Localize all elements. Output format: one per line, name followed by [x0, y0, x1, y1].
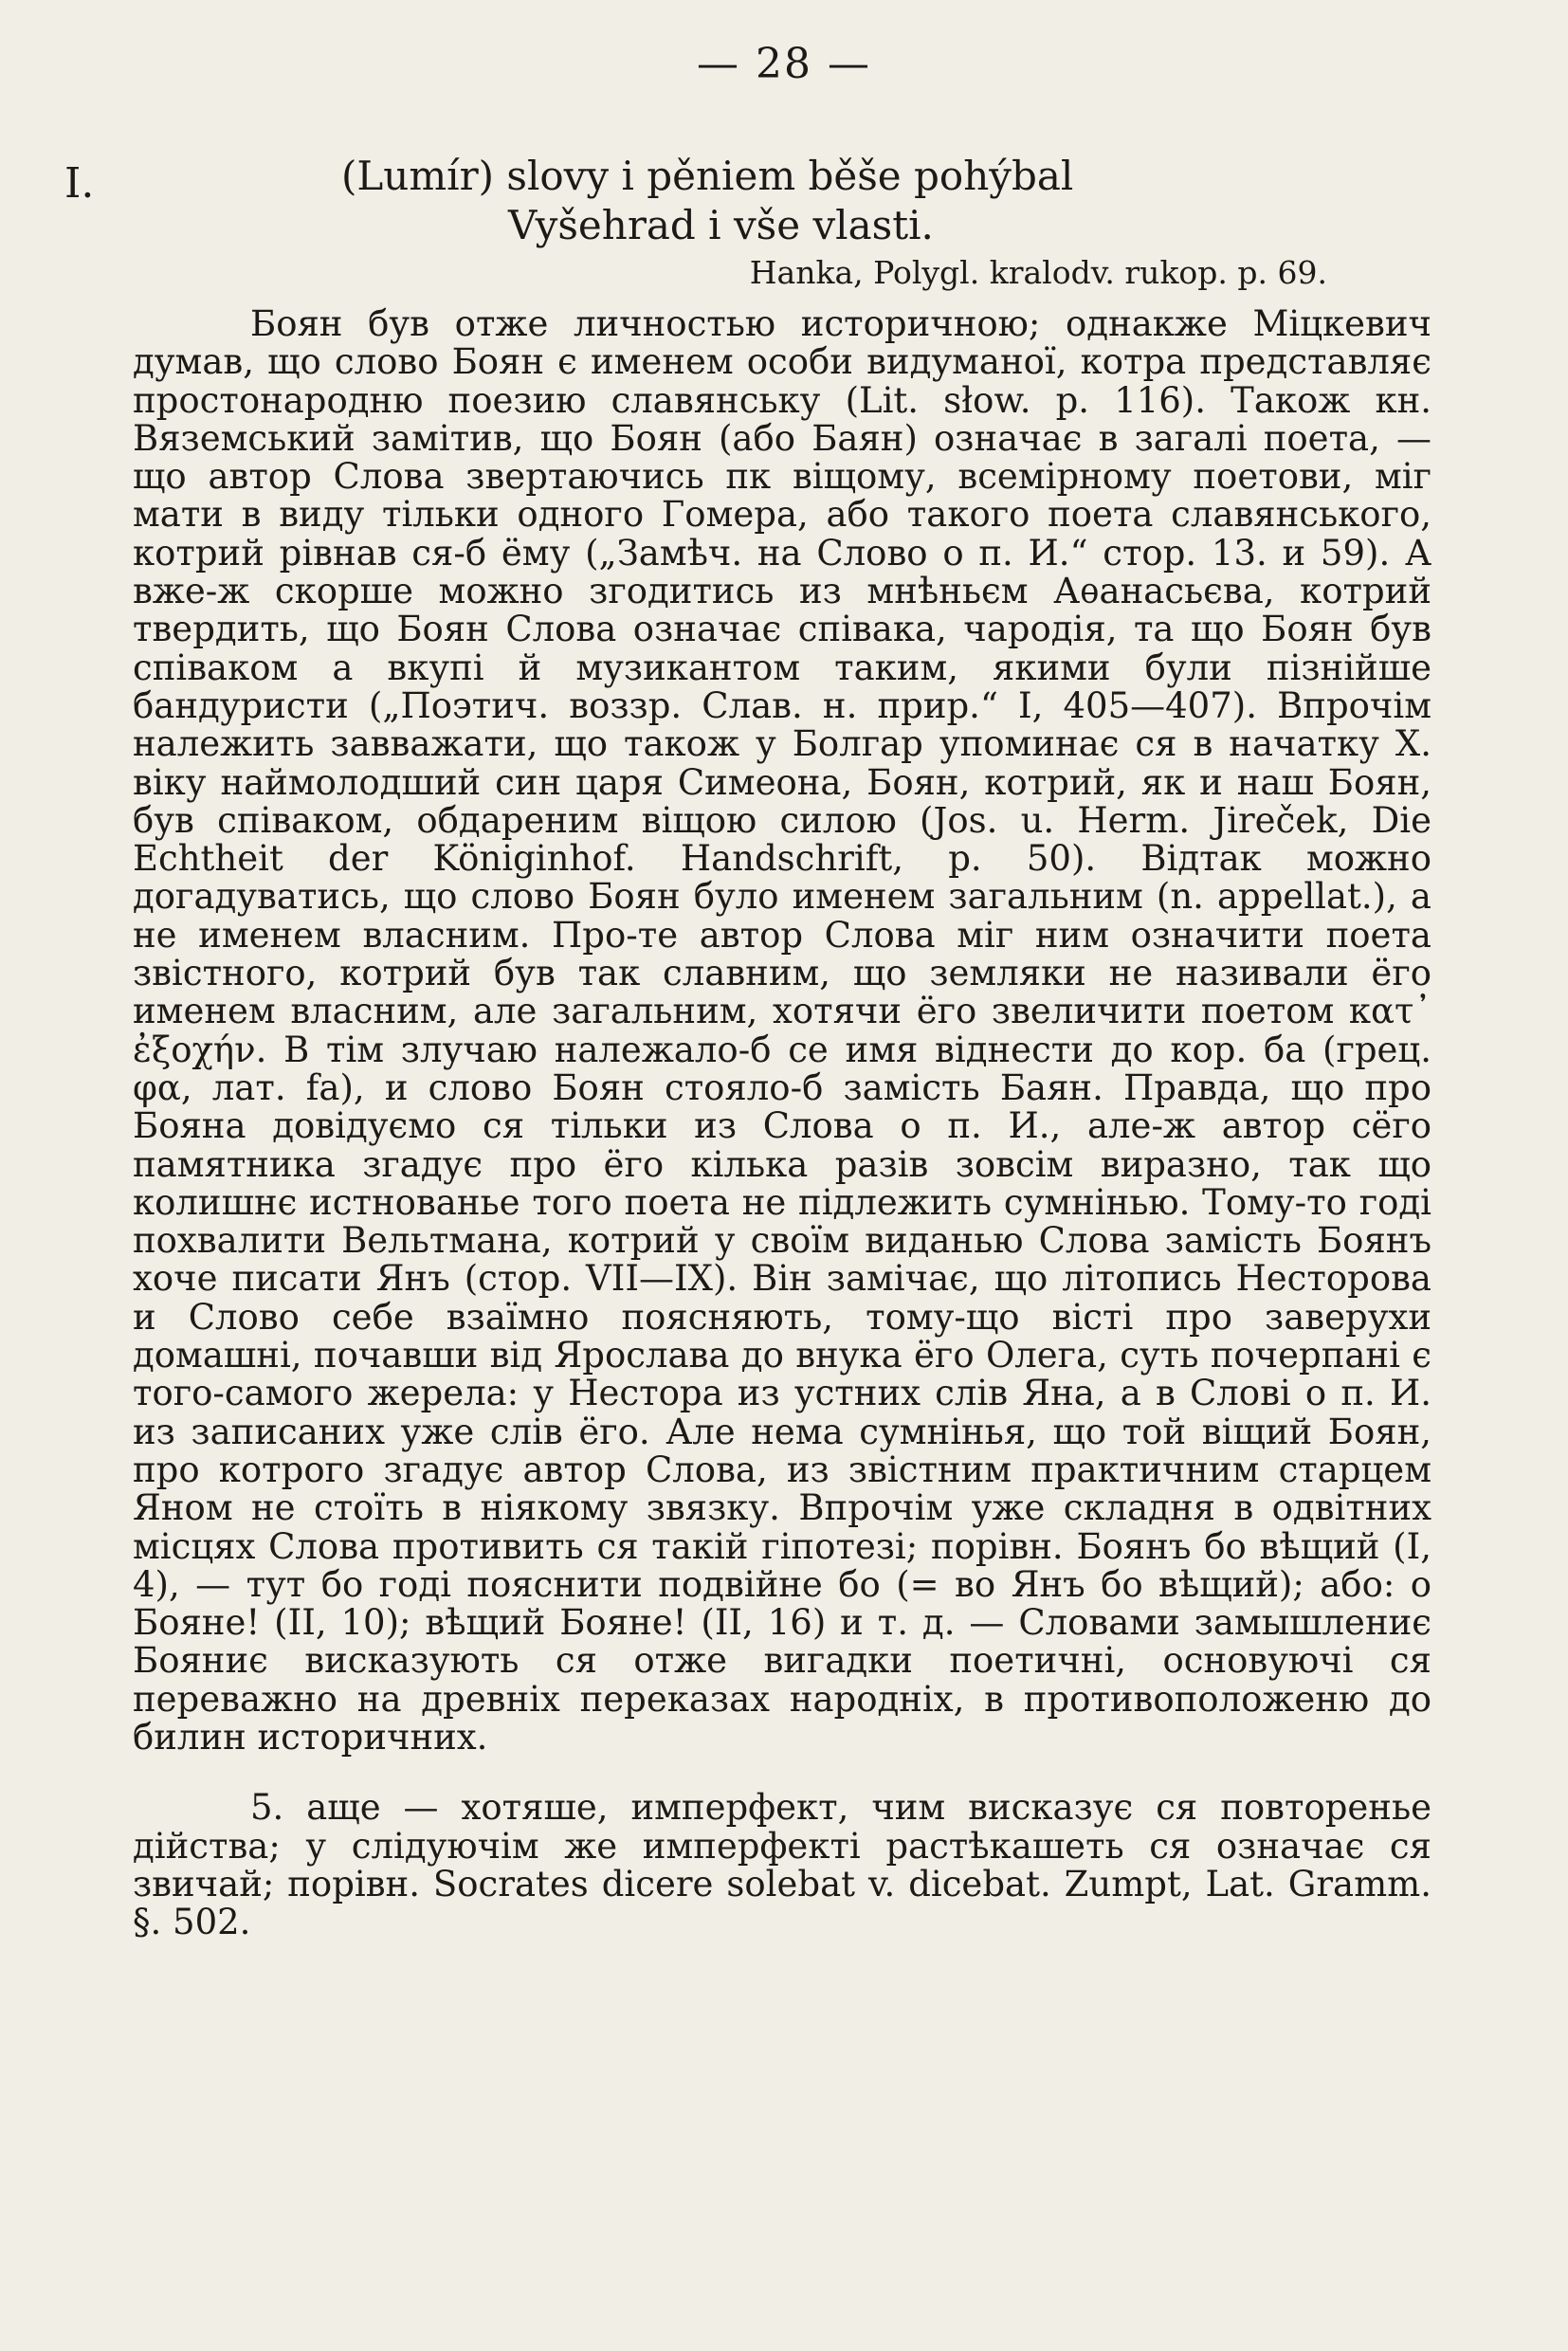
body-text — [133, 305, 1431, 1941]
epigraph — [341, 152, 1213, 250]
page-number: — 28 — — [697, 40, 871, 88]
section-mark: I. — [64, 159, 95, 208]
paragraph-2: 5. аще — хотяше, имперфект, чим висказує ся повторенье дійства; у слідуючім же имперфекті растѣкашеть ся означає ся звичай; порівн. Socrates dicere solebat v. dicebat. Zumpt, Lat. Gramm. §. 502. — [133, 1787, 1431, 1943]
epigraph-line-1: (Lumír) slovy i pěniem běše pohýbal — [341, 153, 1074, 199]
epigraph-line-2: Vyšehrad i vše vlasti. — [508, 202, 934, 248]
epigraph-citation: Hanka, Polygl. kralodv. rukop. p. 69. — [749, 254, 1327, 291]
paragraph-1: Боян був отже личностью историчною; однакже Міцкевич думав, що слово Боян є именем особи видуманої, котра представляє простонародню поезию славянську (Lit. słow. p. 116). Також кн. Вяземський замітив, що Боян (або Баян) означає в загалі поета, — що автор Слова звертаючись пк віщому, всемірному поетови, міг мати в виду тільки одного Гомера, або такого поета славянського, котрий рівнав ся-б ёму („Замѣч. на Слово о п. И.“ стор. 13. и 59). А вже-ж скорше можно згодитись из мнѣньєм Аѳанасьєва, котрий твердить, що Боян Слова означає співака, чародія, та що Боян був співаком а вкупі й музикантом таким, якими були пізнійше бандуристи („Поэтич. воззр. Слав. н. прир.“ I, 405—407). Впрочім належить завважати, що також у Болгар упоминає ся в начатку X. віку наймолодший син царя Симеона, Боян, котрий, як и наш Боян, був співаком, обдареним віщою силою (Jos. u. Herm. Jireček, Die Echtheit der Königinhof. Handschrift, p. 50). Відтак можно догадуватись, що слово Боян було именем загальним (n. appellat.), а не именем власним. Про-те автор Слова міг ним означити поета звістного, котрий був так славним, що земляки не називали ёго именем власним, але загальним, хотячи ёго звеличити поетом κατ᾽ ἐξοχήν. В тім злучаю належало-б се имя віднести до кор. ба (грец. φα, лат. fa), и слово Боян стояло-б замість Баян. Правда, що про Бояна довідуємо ся тільки из Слова о п. И., але-ж автор сёго памятника згадує про ёго кілька разів зовсім виразно, так що колишнє истнованье того поета не підлежить сумнінью. Тому-то годі похвалити Вельтмана, котрий у своїм виданью Слова замість Боянъ хоче писати Янъ (стор. VII—IX). Він замічає, що літопись Несторова и Слово себе взаїмно поясняють, тому-що вісті про заверухи домашні, почавши від Ярослава до внука ёго Олега, суть почерпані є того-самого жерела: у Нестора из устних слів Яна, а в Слові о п. И. из записаних уже слів ёго. Але нема сумнінья, що той віщий Боян, про котрого згадує автор Слова, из звістним практичним старцем Яном не стоїть в ніякому звязку. Впрочім уже складня в одвітних місцях Слова противить ся такій гіпотезі; порівн. Боянъ бо вѣщий (I, 4), — тут бо годі пояснити подвійне бо (= во Янъ бо вѣщий); або: о Бояне! (II, 10); вѣщий Бояне! (II, 16) и т. д. — Словами замышлениє Бояниє висказують ся отже вигадки поетичні, основуючі ся переважно на древніх переказах народніх, в противоположеню до билин историчних. — [133, 303, 1431, 1758]
